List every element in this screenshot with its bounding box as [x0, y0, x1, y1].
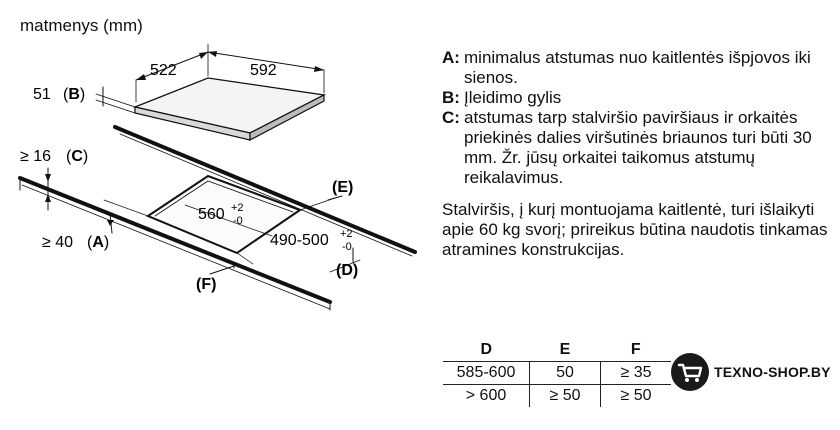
- legend-item-c: [442, 108, 832, 188]
- gap-top-label: ≥ 16: [20, 148, 52, 165]
- cutout-depth-tol-plus: +2: [231, 202, 244, 214]
- cutout-depth-tol-minus: -0: [233, 215, 243, 227]
- table-cell: 50: [530, 362, 601, 385]
- table-header: E: [530, 339, 601, 362]
- legend-key: C:: [442, 108, 460, 127]
- cutout-width-tol-plus: +2: [340, 228, 353, 240]
- ref-f-label: (F): [196, 276, 217, 293]
- cutout-depth-label: 560: [198, 206, 225, 223]
- table-header: F: [601, 339, 672, 362]
- cutout-width-tol-minus: -0: [342, 241, 352, 253]
- table-row: [443, 362, 671, 385]
- gap-top-ref: C: [71, 148, 83, 165]
- shop-logo: [670, 352, 831, 392]
- worktop-load-note: Stalviršis, į kurį montuojama kaitlentė, turi išlaikyti apie 60 kg svorį; prireikus būtina naudotis tinkamas atramines konstrukcijas.: [442, 200, 828, 259]
- cutout-width-label: 490-500: [270, 232, 329, 249]
- legend-item-a: [442, 48, 832, 88]
- clearance-table: [443, 339, 671, 407]
- gap-front-ref: A: [92, 234, 104, 251]
- svg-text:(A): (A): [87, 234, 110, 251]
- hob-thickness-ref: B: [68, 86, 80, 103]
- legend-text: Įleidimo gylis: [464, 88, 562, 107]
- table-row: [443, 385, 671, 408]
- ref-d-label: (D): [336, 262, 359, 279]
- table-cell: > 600: [443, 385, 530, 408]
- table-cell: ≥ 35: [601, 362, 672, 385]
- table-cell: ≥ 50: [530, 385, 601, 408]
- gap-front-label: ≥ 40: [42, 234, 74, 251]
- table-header: D: [443, 339, 530, 362]
- hob-thickness-label: 51: [33, 86, 51, 103]
- table-cell: 585-600: [456, 364, 516, 381]
- svg-text:(B): (B): [63, 86, 86, 103]
- shopping-cart-icon: [670, 352, 710, 392]
- legend: [442, 48, 832, 260]
- shop-logo-text: TEXNO-SHOP.BY: [714, 364, 831, 380]
- svg-text:(C): (C): [66, 148, 89, 165]
- legend-item-b: [442, 88, 832, 108]
- legend-key: B:: [442, 88, 460, 107]
- hob-width-label: 592: [250, 62, 277, 79]
- unit-title: matmenys (mm): [20, 16, 143, 35]
- hob-top-surface: [135, 78, 324, 133]
- ref-e-label: (E): [332, 179, 354, 196]
- legend-text: minimalus atstumas nuo kaitlentės išpjovos iki sienos.: [464, 48, 811, 87]
- table-header-row: [443, 339, 671, 362]
- hob-depth-label: 522: [150, 62, 177, 79]
- table-cell: ≥ 50: [601, 385, 672, 408]
- legend-text: atstumas tarp stalviršio paviršiaus ir orkaitės priekinės dalies viršutinės briaunos turi būti 30 mm. Žr. jūsų orkaitei taikomus atstumų reikalavimus.: [464, 108, 812, 187]
- legend-key: A:: [442, 48, 460, 67]
